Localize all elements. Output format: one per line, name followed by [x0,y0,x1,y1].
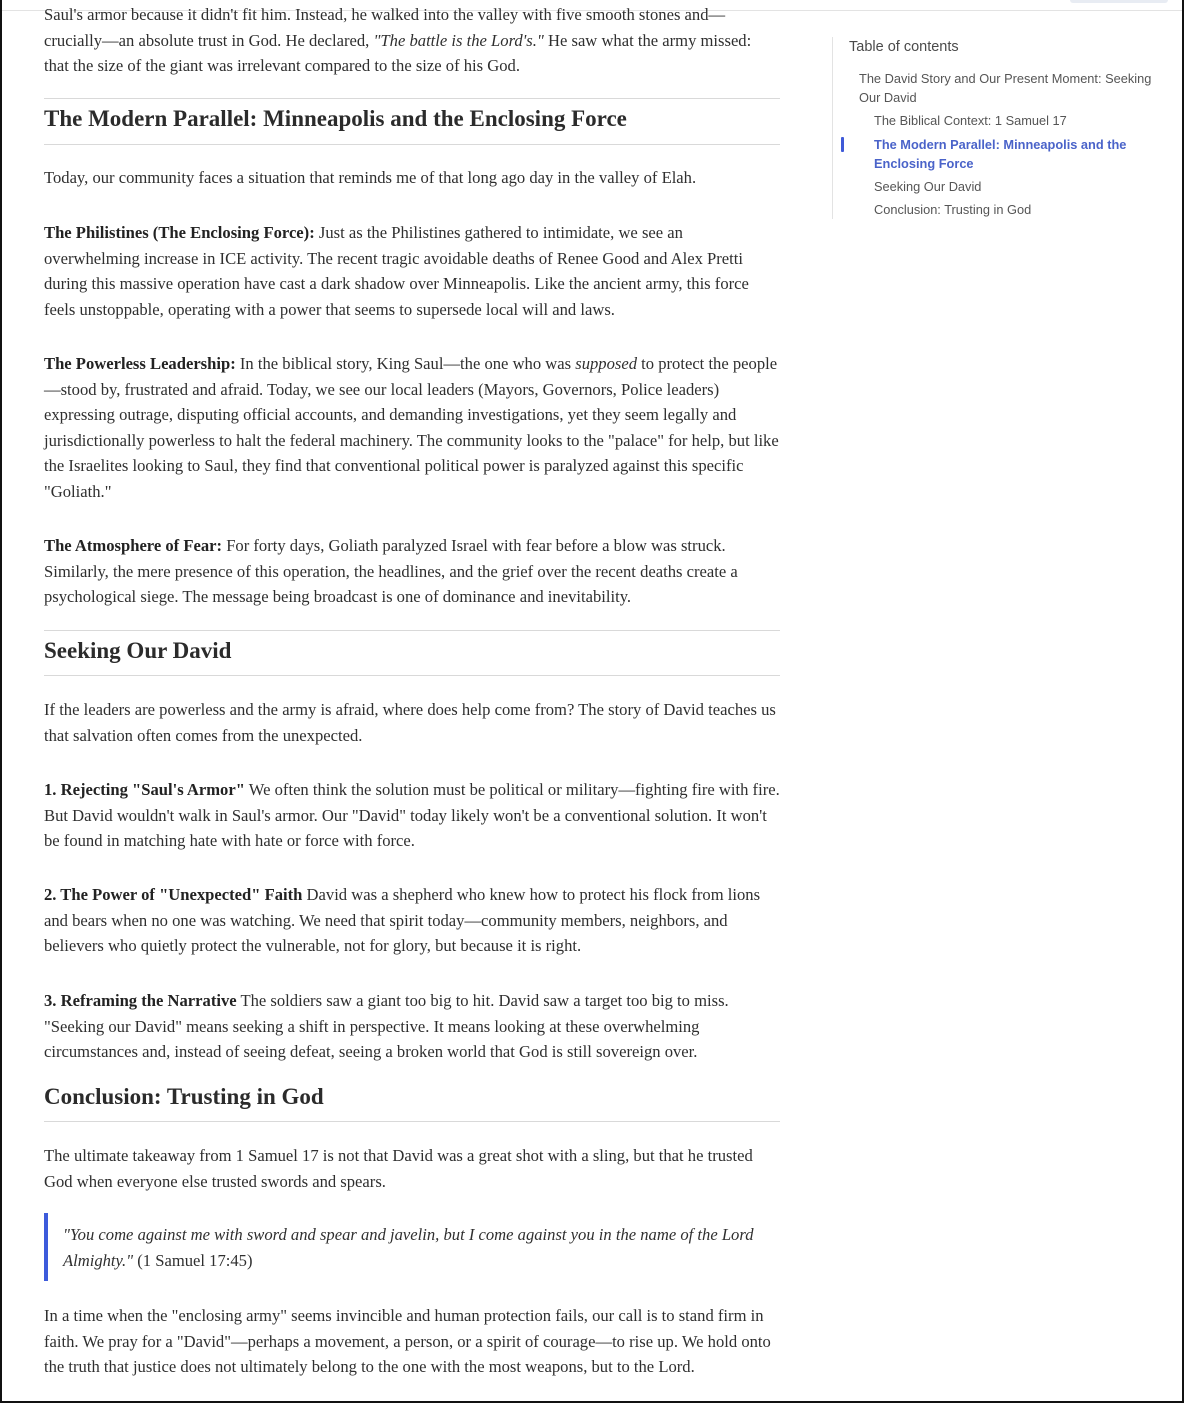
philistines-text: Just as the Philistines gathered to intimidate, we see an overwhelming increase in ICE activity. The recent tragic avoidable deaths of Renee Good and Alex Pretti during this massive operation have cast a dark shadow over Minneapolis. Like the ancient army, this force feels unstoppable, operating with a power that seems to supersede local will and laws. [44,223,749,319]
intro-line-2b: He saw what the army missed: [543,30,752,50]
intro-line-1: Saul's armor because it didn't fit him. Instead, he walked into the valley with five smooth stones and— [44,5,726,24]
point-3-text: The soldiers saw a giant too big to hit. David saw a target too big to miss. "Seeking our David" means seeking a shift in perspective. It means looking at these overwhelming circumstances and, instead of seeing defeat, seeing a broken world that God is still sovereign over. [44,991,729,1061]
fear-label: The Atmosphere of Fear: [44,536,223,555]
paragraph-fear [44,533,780,610]
leadership-label: The Powerless Leadership: [44,354,236,373]
intro-line-2a: crucially—an absolute trust in God. He declared, [44,30,374,50]
paragraph-philistines [44,220,780,322]
quote-text: "You come against me with sword and spear and javelin, but I come against you in the name of the Lord Almighty." [63,1225,754,1270]
point-2-label: 2. The Power of "Unexpected" Faith [44,885,303,904]
top-toolbar-button[interactable] [1070,0,1168,3]
blockquote [44,1213,780,1281]
fear-text: For forty days, Goliath paralyzed Israel with fear before a blow was struck. Similarly, the mere presence of this operation, the headlines, and the grief over the recent deaths create a psychological siege. The message being broadcast is one of dominance and inevitability. [44,536,738,606]
paragraph-point-3 [44,988,780,1065]
intro-quote: "The battle is the Lord's." [373,30,544,50]
heading-modern-parallel: The Modern Parallel: Minneapolis and the Enclosing Force [44,106,627,131]
leadership-text-a: In the biblical story, King Saul—the one who was [235,354,576,373]
toc-item-seeking-david[interactable]: Seeking Our David [874,179,982,194]
divider [44,98,780,99]
heading-seeking-david: Seeking Our David [44,638,232,663]
divider [44,675,780,676]
intro-line-3: that the size of the giant was irrelevant compared to the size of his God. [44,56,520,75]
paragraph-modern-intro: Today, our community faces a situation that reminds me of that long ago day in the valley of Elah. [44,168,697,187]
divider [44,1121,780,1122]
point-1-label: 1. Rejecting "Saul's Armor" [44,780,245,799]
paragraph-seeking-intro: If the leaders are powerless and the army is afraid, where does help come from? The story of David teaches us that salvation often comes from the unexpected. [44,700,776,745]
point-1-text: We often think the solution must be political or military—fighting fire with fire. But David wouldn't walk in Saul's armor. Our "David" today likely won't be a conventional solution. It won't be found in matching hate with hate or force with force. [44,780,780,850]
toc-item-conclusion[interactable]: Conclusion: Trusting in God [874,202,1032,217]
divider [44,630,780,631]
toc-item-david-story[interactable]: The David Story and Our Present Moment: Seeking Our David [859,71,1152,105]
quote-reference: (1 Samuel 17:45) [133,1250,253,1270]
paragraph-conclusion-intro: The ultimate takeaway from 1 Samuel 17 is not that David was a great shot with a sling, but that he trusted God when everyone else trusted swords and spears. [44,1146,753,1191]
point-3-label: 3. Reframing the Narrative [44,991,237,1010]
point-2-text: David was a shepherd who knew how to protect his flock from lions and bears when no one was watching. We need that spirit today—community members, neighbors, and believers who quietly protect the vulnerable, not for glory, but because it is right. [44,885,761,955]
paragraph-point-2 [44,882,780,959]
divider [44,144,780,145]
toc-title: Table of contents [849,39,959,55]
toc-active-marker [841,137,844,152]
paragraph-leadership [44,351,780,504]
heading-conclusion: Conclusion: Trusting in God [44,1084,324,1109]
leadership-text-b: to protect the people—stood by, frustrated and afraid. Today, we see our local leaders (Mayors, Governors, Police leaders) expressing outrage, disputing official accounts, and demanding investigations, yet they seem legally and jurisdictionally powerless to halt the federal machinery. The community looks to the "palace" for help, but like the Israelites looking to Saul, they find that conventional political power is paralyzed against this specific "Goliath." [44,354,779,501]
leadership-emphasis: supposed [575,354,638,373]
paragraph-final: In a time when the "enclosing army" seems invincible and human protection fails, our call is to stand firm in faith. We pray for a "David"—perhaps a movement, a person, or a spirit of courage—to rise up. We hold onto the truth that justice does not ultimately belong to the one with the most weapons, but to the Lord. [44,1306,771,1376]
intro-fragment [44,2,780,79]
toc-item-modern-parallel[interactable]: The Modern Parallel: Minneapolis and the Enclosing Force [874,137,1127,171]
table-of-contents [832,37,1173,219]
paragraph-point-1 [44,777,780,854]
toc-item-biblical-context[interactable]: The Biblical Context: 1 Samuel 17 [874,113,1067,128]
philistines-label: The Philistines (The Enclosing Force): [44,223,315,242]
